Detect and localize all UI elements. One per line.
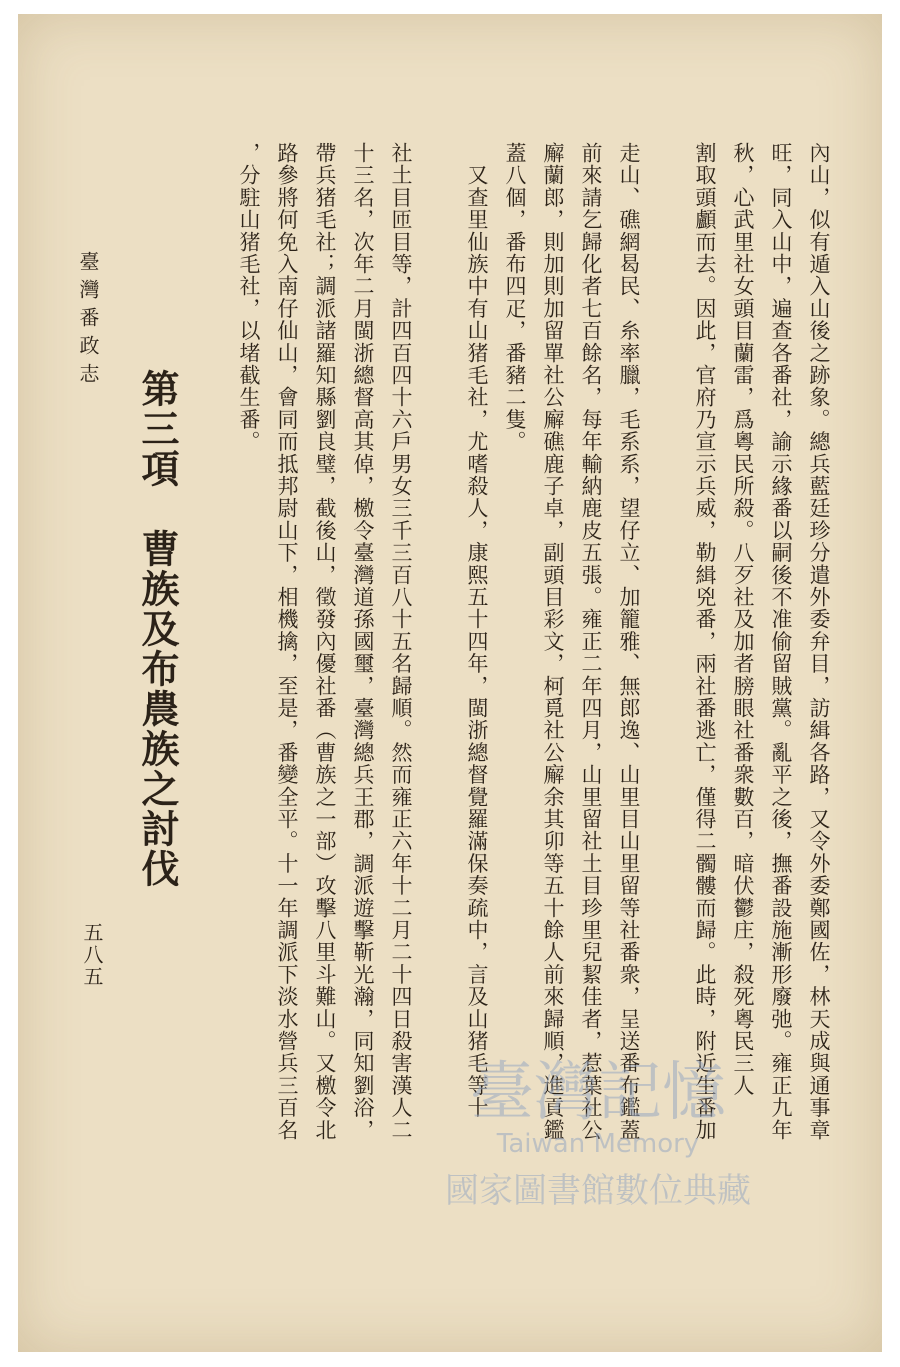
watermark-text-top: 臺灣記憶 [470,1056,726,1130]
text-column: 內山，似有遁入山後之跡象。總兵藍廷珍分遣外委弁目，訪緝各路，又令外委鄭國佐，林天成與通事章 [807,142,831,1141]
text-column: 帶兵猪毛社；調派諸羅知縣劉良璧，截後山，徵發內優社番（曹族之一部）攻擊八里斗難山。又檄令北 [313,142,337,1141]
library-watermark-logo [418,1034,778,1224]
text-column: 十三名，次年二月閩浙總督高其倬，檄令臺灣道孫國璽，臺灣總兵王郡，調派遊擊靳光瀚，同知劉浴， [351,142,375,1141]
text-column: ，分駐山猪毛社，以堵截生番。 [237,142,261,453]
watermark-text-bottom: 國家圖書館數位典藏 [445,1171,751,1211]
text-column: 又查里仙族中有山猪毛社，尤嗜殺人，康熙五十四年，閩浙總督覺羅滿保奏疏中，言及山猪毛等十 [465,142,489,1119]
watermark-text-middle: Taiwan Memory [496,1129,700,1159]
text-column: 廨蘭郎，則加則加留單社公廨礁鹿子卓，副頭目彩文，柯覓社公廨余其卯等五十餘人前來歸順，進貢鑑 [541,142,565,1141]
text-column: 秋，心武里社女頭目蘭雷，爲粵民所殺。八歹社及加者膀眼社番衆數百，暗伏鬱庄，殺死粵民三人 [731,142,755,1097]
page-number: 五八五 [80,922,104,988]
text-column: 蓋八個，番布四疋，番豬二隻。 [503,142,527,453]
book-page [18,14,882,1352]
running-book-title: 臺灣番政志 [76,251,100,391]
section-heading: 第三項 曹族及布農族之討伐 [135,369,180,889]
text-column: 割取頭顱而去。因此，官府乃宣示兵威，勒緝兇番，兩社番逃亡，僅得二髑髏而歸。此時，附近生番加 [693,142,717,1141]
text-column: 走山、礁網曷民、糸率臘，毛系系，望仔立、加籠雅、無郎逸、山里目山里留等社番衆，呈送番布鑑蓋 [617,142,641,1141]
text-column: 社土目匝目等，計四百四十六戶男女三千三百八十五名歸順。然而雍正六年十二月二十四日殺害漢人二 [389,142,413,1141]
text-column: 旺，同入山中，遍查各番社，諭示緣番以嗣後不准偷留賊黨。亂平之後，撫番設施漸形廢弛。雍正九年 [769,142,793,1141]
text-column: 路參將何免入南仔仙山，會同而抵邦尉山下，相機擒，至是，番變全平。十一年調派下淡水營兵三百名 [275,142,299,1141]
text-column: 前來請乞歸化者七百餘名，每年輸納鹿皮五張。雍正二年四月，山里留社土目珍里兒絜佳者，惹葉社公 [579,142,603,1141]
